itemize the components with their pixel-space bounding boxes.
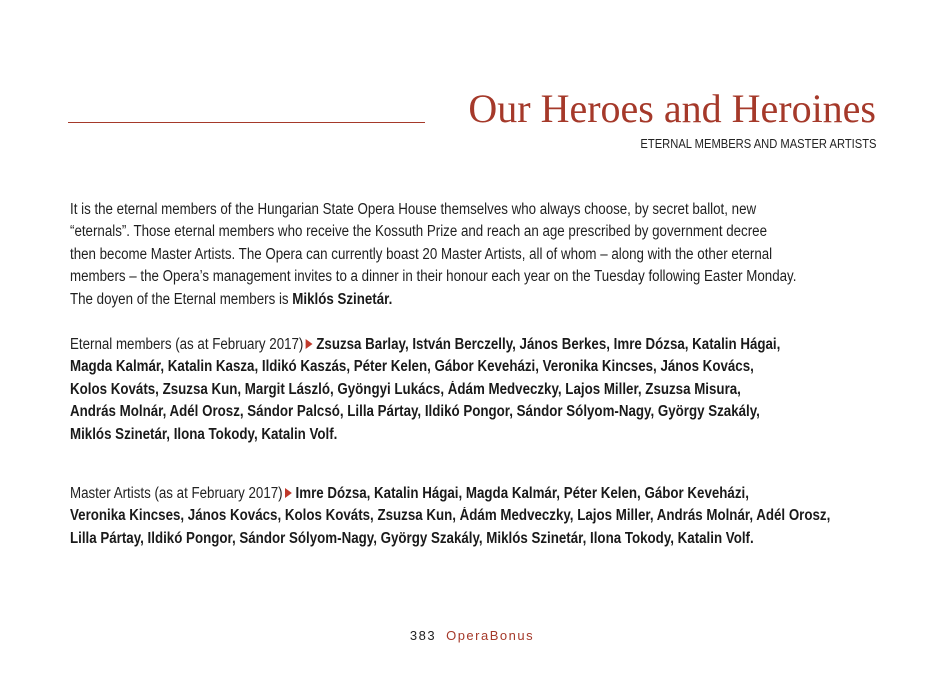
eternal-members-label: Eternal members (as at February 2017) — [70, 336, 304, 353]
eternal-members-names: Zsuzsa Barlay, István Berczelly, János Berkes, Imre Dózsa, Katalin Hágai, — [316, 336, 781, 353]
master-artists-names: Imre Dózsa, Katalin Hágai, Magda Kalmár, Péter Kelen, Gábor Keveházi, — [295, 485, 749, 502]
intro-line: then become Master Artists. The Opera can currently boast 20 Master Artists, all of whom – along with the other eternal — [70, 245, 773, 263]
master-artists-section — [70, 483, 890, 550]
eternal-members-line — [70, 401, 775, 423]
master-artists-line — [70, 505, 831, 527]
eternal-members-names: Kolos Kováts, Zsuzsa Kun, Margit László, Gyöngyi Lukács, Ádám Medveczky, Lajos Miller, Zsuzsa Misura, — [70, 380, 741, 398]
master-artists-line — [70, 483, 775, 505]
eternal-members-line — [70, 356, 775, 378]
triangle-right-icon — [306, 339, 313, 349]
footer-brand: OperaBonus — [446, 628, 535, 643]
doyen-prefix: The doyen of the Eternal members is — [70, 290, 293, 308]
master-artists-names: Veronika Kincses, János Kovács, Kolos Kováts, Zsuzsa Kun, Ádám Medveczky, Lajos Miller, András Molnár, Adél Orosz, — [70, 507, 831, 525]
eternal-members-names: Miklós Szinetár, Ilona Tokody, Katalin Volf. — [70, 425, 338, 443]
header-rule — [68, 122, 425, 123]
master-artists-names: Lilla Pártay, Ildikó Pongor, Sándor Sólyom-Nagy, György Szakály, Miklós Szinetár, Ilona Tokody, Katalin Volf. — [70, 529, 754, 547]
intro-line-doyen — [70, 289, 775, 311]
page-subtitle: ETERNAL MEMBERS AND MASTER ARTISTS — [639, 136, 876, 151]
intro-paragraph — [70, 199, 890, 311]
intro-line: members – the Opera’s management invites to a dinner in their honour each year on the Tuesday following Easter Monday. — [70, 268, 797, 286]
page-footer — [0, 628, 944, 643]
eternal-members-line — [70, 334, 781, 356]
page-title: Our Heroes and Heroines — [468, 86, 876, 131]
triangle-right-icon — [285, 488, 292, 498]
master-artists-label: Master Artists (as at February 2017) — [70, 485, 283, 502]
eternal-members-names: András Molnár, Adél Orosz, Sándor Palcsó, Lilla Pártay, Ildikó Pongor, Sándor Sólyom-Nagy, György Szakály, — [70, 403, 760, 421]
eternal-members-line — [70, 424, 775, 446]
intro-line: “eternals”. Those eternal members who receive the Kossuth Prize and reach an age prescribed by government decree — [70, 223, 767, 241]
doyen-suffix: . — [388, 290, 393, 308]
doyen-name: Miklós Szinetár — [292, 290, 389, 308]
master-artists-line — [70, 528, 775, 550]
page-number: 383 — [409, 628, 437, 643]
eternal-members-names: Magda Kalmár, Katalin Kasza, Ildikó Kaszás, Péter Kelen, Gábor Keveházi, Veronika Kincses, János Kovács, — [70, 358, 754, 376]
eternal-members-section — [70, 334, 890, 446]
intro-line: It is the eternal members of the Hungarian State Opera House themselves who always choose, by secret ballot, new — [70, 201, 757, 218]
eternal-members-line — [70, 379, 775, 401]
